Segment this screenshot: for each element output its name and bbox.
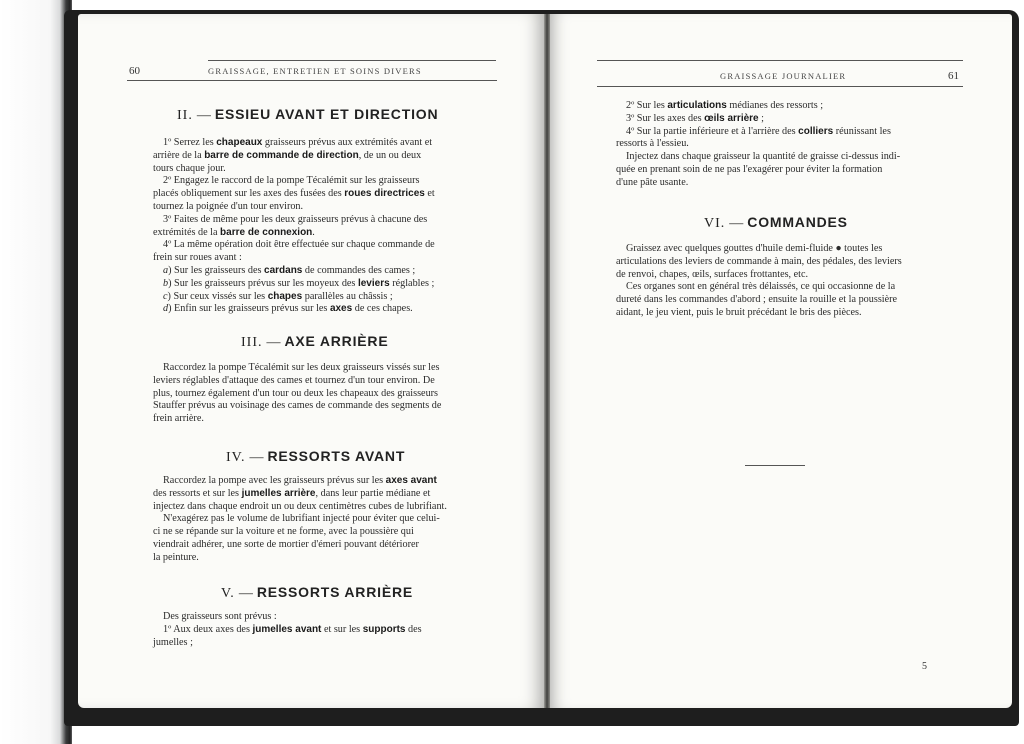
- right-page-number: 61: [948, 70, 959, 82]
- section-heading-vi: VI. — COMMANDES: [704, 214, 848, 231]
- text-line: d'une pâte usante.: [616, 176, 689, 188]
- right-running-head: GRAISSAGE JOURNALIER: [720, 71, 847, 81]
- text-line: quée en prenant soin de ne pas l'exagérer pour éviter la formation: [616, 163, 883, 175]
- text-line: de renvoi, chapes, œils, surfaces frottantes, etc.: [616, 268, 809, 280]
- section-number: IV.: [226, 450, 246, 465]
- text-line: Raccordez la pompe Técalémit sur les deux graisseurs vissés sur les: [163, 362, 440, 373]
- section-number: III.: [241, 335, 263, 350]
- left-page-number: 60: [129, 65, 140, 77]
- section-title: ESSIEU AVANT ET DIRECTION: [214, 106, 439, 122]
- text-line: Injectez dans chaque graisseur la quantité de graisse ci-dessus indi-: [626, 151, 901, 163]
- scanner-edge: [0, 0, 72, 744]
- section-number: II.: [177, 108, 193, 123]
- section-v-text: Des graisseurs sont prévus : 1º Aux deux axes des jumelles avant et sur les supports des jumelles ;: [153, 611, 497, 649]
- section-vi-text: [616, 243, 961, 320]
- section-number: V.: [221, 586, 235, 601]
- text-line: jumelles ;: [153, 636, 193, 648]
- left-running-head: GRAISSAGE, ENTRETIEN ET SOINS DIVERS: [208, 66, 422, 76]
- left-header-rule-bottom: [127, 80, 497, 81]
- sheet-number: 5: [922, 661, 927, 672]
- section-title: AXE ARRIÈRE: [284, 333, 389, 349]
- section-iii-text: [153, 362, 497, 426]
- section-heading-ii: II. — ESSIEU AVANT ET DIRECTION: [177, 106, 439, 123]
- section-title: RESSORTS AVANT: [267, 448, 406, 464]
- continuation-text: 2º Sur les articulations médianes des ressorts ; 3º Sur les axes des œils arrière ; 4º Sur la partie inférieure et à l'arrière des colliers réunissant les ressorts à l'essieu. Injectez dans chaque graisseur la quantité de graisse ci-dessus indi- quée en prenant soin de ne pas l'exagérer pour éviter la formation d'une pâte usante.: [616, 100, 961, 190]
- text-line: articulations des leviers de commande à main, des pédales, des leviers: [616, 255, 902, 267]
- section-heading-v: V. — RESSORTS ARRIÈRE: [221, 584, 414, 601]
- section-number: VI.: [704, 216, 726, 231]
- text-line: Stauffer prévus au voisinage des cames de commande des segments de: [153, 400, 442, 412]
- left-header-rule-top: [208, 60, 496, 61]
- section-heading-iii: III. — AXE ARRIÈRE: [241, 333, 389, 350]
- section-heading-iv: IV. — RESSORTS AVANT: [226, 448, 406, 465]
- right-header-rule-bottom: [597, 86, 963, 87]
- section-iv-text: Raccordez la pompe avec les graisseurs prévus sur les axes avant des ressorts et sur les jumelles arrière, dans leur partie médiane et injectez dans chaque endroit un ou deux centimètres cubes de lubrifiant. N'exagérez pas le volume de lubrifiant injecté pour éviter que celui- ci ne se répande sur la voiture et ne forme, avec la poussière qui viendrait adhérer, une sorte de mortier d'émeri pouvant détériorer la peinture.: [153, 475, 447, 563]
- section-ii-text: 1º Serrez les chapeaux graisseurs prévus aux extrémités avant et arrière de la barre de commande de direction, de un ou deux tours chaque jour. 2º Engagez le raccord de la pompe Técalémit sur les graisseurs placés obliquement sur les axes des fusées des roues directrices et tournez la poignée d'un tour environ. 3º Faites de même pour les deux graisseurs prévus à chacune des extrémités de la barre de connexion. 4º La même opération doit être effectuée sur chaque commande de frein sur roues avant : a) Sur les graisseurs des cardans de commandes des cames ; b) Sur les graisseurs prévus sur les moyeux des leviers réglables ; c) Sur ceux vissés sur les chapes parallèles au châssis ; d) Enfin sur les graisseurs prévus sur les axes de ces chapes.: [153, 137, 435, 315]
- text-line: Graissez avec quelques gouttes d'huile demi-fluide ● toutes les: [626, 243, 883, 254]
- text-line: ressorts à l'essieu.: [616, 138, 689, 150]
- text-line: plus, tournez également d'un tour ou deux les chapeaux des graisseurs: [153, 387, 439, 399]
- section-title: RESSORTS ARRIÈRE: [256, 584, 414, 600]
- text-line: frein arrière.: [153, 413, 204, 425]
- section-title: COMMANDES: [747, 214, 848, 230]
- text-line: Ces organes sont en général très délaissés, ce qui occasionne de la: [626, 281, 896, 293]
- text-line: aidant, le jeu vient, puis le bruit précédant le bris des pièces.: [616, 306, 862, 318]
- end-separator-rule: [745, 465, 805, 466]
- right-header-rule-top: [597, 60, 963, 61]
- text-line: leviers réglables d'attaque des cames et tournez d'un tour environ. De: [153, 374, 435, 386]
- text-line: dureté dans les commandes d'abord ; ensuite la rouille et la poussière: [616, 294, 898, 306]
- text-line: Des graisseurs sont prévus :: [163, 611, 277, 622]
